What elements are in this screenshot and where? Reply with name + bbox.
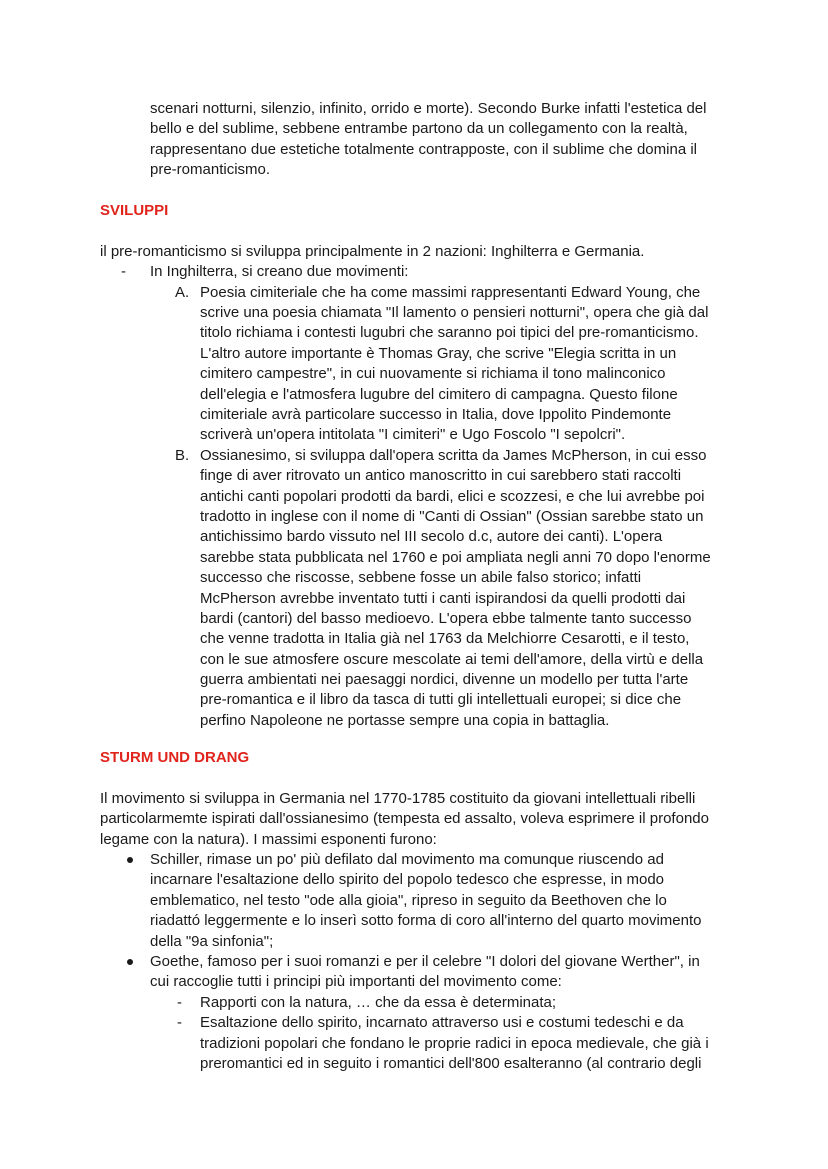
- text-line: bardi (cantori) del basso medioevo. L'opera ebbe talmente tanto successo: [200, 610, 692, 627]
- section-heading-sviluppi: SVILUPPI: [100, 202, 169, 219]
- bullet-icon: [127, 857, 133, 863]
- text-line: Esaltazione dello spirito, incarnato attraverso usi e costumi tedeschi e da: [200, 1014, 684, 1031]
- text-line: perfino Napoleone ne portasse sempre una copia in battaglia.: [200, 712, 610, 729]
- sviluppi-intro: il pre-romanticismo si sviluppa principalmente in 2 nazioni: Inghilterra e Germania.: [100, 243, 645, 260]
- text-line: preromantici ed in seguito i romantici dell'800 esalteranno (al contrario degli: [200, 1055, 702, 1072]
- text-line: antichissimo bardo vissuto nel III secolo d.c, autore dei canti). L'opera: [200, 528, 663, 545]
- text-line: con le sue atmosfere oscure mescolate ai temi dell'amore, della virtù e della: [200, 651, 704, 668]
- text-line: Rapporti con la natura, … che da essa è determinata;: [200, 994, 557, 1011]
- text-line: L'altro autore importante è Thomas Gray, che scrive "Elegia scritta in un: [200, 345, 677, 362]
- text-line: della "9a sinfonia";: [150, 933, 274, 950]
- text-line: Poesia cimiteriale che ha come massimi rappresentanti Edward Young, che: [200, 284, 701, 301]
- list-marker: A.: [175, 284, 190, 301]
- text-line: cimitero campestre", in cui nuovamente si richiama il tono malinconico: [200, 365, 666, 382]
- text-line: scenari notturni, silenzio, infinito, orrido e morte). Secondo Burke infatti l'estetica del: [150, 100, 707, 117]
- inghilterra-line: In Inghilterra, si creano due movimenti:: [150, 263, 409, 280]
- text-line: Il movimento si sviluppa in Germania nel 1770-1785 costituito da giovani intellettuali ribelli: [100, 790, 696, 807]
- text-line: dell'elegia e l'atmosfera lugubre del cimitero di campagna. Questo filone: [200, 386, 678, 403]
- dash-marker: -: [177, 1014, 182, 1031]
- text-line: Goethe, famoso per i suoi romanzi e per il celebre "I dolori del giovane Werther", in: [150, 953, 700, 970]
- text-line: riadattó leggermente e lo inserì sotto forma di coro all'interno del quarto movimento: [150, 912, 702, 929]
- text-line: particolarmemte ispirati dall'ossianesimo (tempesta ed assalto, voleva esprimere il profondo: [100, 810, 709, 827]
- text-line: tradizioni popolari che fondano le proprie radici in epoca medievale, che già i: [200, 1035, 709, 1052]
- text-line: cimiteriale avrà particolare successo in Italia, dove Ippolito Pindemonte: [200, 406, 672, 423]
- text-line: rappresentano due estetiche totalmente contrapposte, con il sublime che domina il: [150, 141, 697, 158]
- text-line: sarebbe stata pubblicata nel 1760 e poi ampliata negli anni 70 dopo l'enorme: [200, 549, 711, 566]
- section-heading-sturm-und-drang: STURM UND DRANG: [100, 749, 250, 766]
- text-line: successo che riscosse, sebbene fosse un abile falso storico; infatti: [200, 569, 642, 586]
- text-line: incarnare l'esaltazione dello spirito del popolo tedesco che espresse, in modo: [150, 871, 665, 888]
- text-line: pre-romantica e il libro da tasca di tutti gli intellettuali europei; si dice che: [200, 691, 682, 708]
- dash-marker: -: [177, 994, 182, 1011]
- text-line: Schiller, rimase un po' più defilato dal movimento ma comunque riuscendo ad: [150, 851, 664, 868]
- text-line: bello e del sublime, sebbene entrambe partono da un collegamento con la realtà,: [150, 120, 688, 137]
- text-line: McPherson avrebbe inventato tutti i canti ispirandosi da quelli prodotti dai: [200, 590, 686, 607]
- bullet-icon: [127, 959, 133, 965]
- text-line: cui raccoglie tutti i principi più importanti del movimento come:: [150, 973, 562, 990]
- text-line: emblematico, nel testo "ode alla gioia", ripreso in seguito da Beethoven che lo: [150, 892, 667, 909]
- list-marker: B.: [175, 447, 190, 464]
- text-line: legame con la natura). I massimi esponenti furono:: [100, 831, 437, 848]
- text-line: finge di aver ritrovato un antico manoscritto in cui sarebbero stati raccolti: [200, 467, 682, 484]
- text-line: guerra ambientati nei paesaggi nordici, divenne un modello per tutta l'arte: [200, 671, 689, 688]
- text-line: pre-romanticismo.: [150, 161, 271, 178]
- text-line: scrive una poesia chiamata "Il lamento o pensieri notturni", opera che già dal: [200, 304, 709, 321]
- dash-marker: -: [121, 263, 126, 280]
- text-line: titolo richiama i contesti lugubri che saranno poi tipici del pre-romanticismo.: [200, 324, 699, 341]
- text-line: tradotto in inglese con il nome di "Canti di Ossian" (Ossian sarebbe stato un: [200, 508, 704, 525]
- text-line: che venne tradotta in Italia già nel 1763 da Melchiorre Cesarotti, e il testo,: [200, 630, 690, 647]
- text-line: Ossianesimo, si sviluppa dall'opera scritta da James McPherson, in cui esso: [200, 447, 707, 464]
- text-line: antichi canti popolari prodotti da bardi, elici e scozzesi, e che lui avrebbe poi: [200, 488, 705, 505]
- text-line: scriverà un'opera intitolata "I cimiteri" e Ugo Foscolo "I sepolcri".: [200, 426, 626, 443]
